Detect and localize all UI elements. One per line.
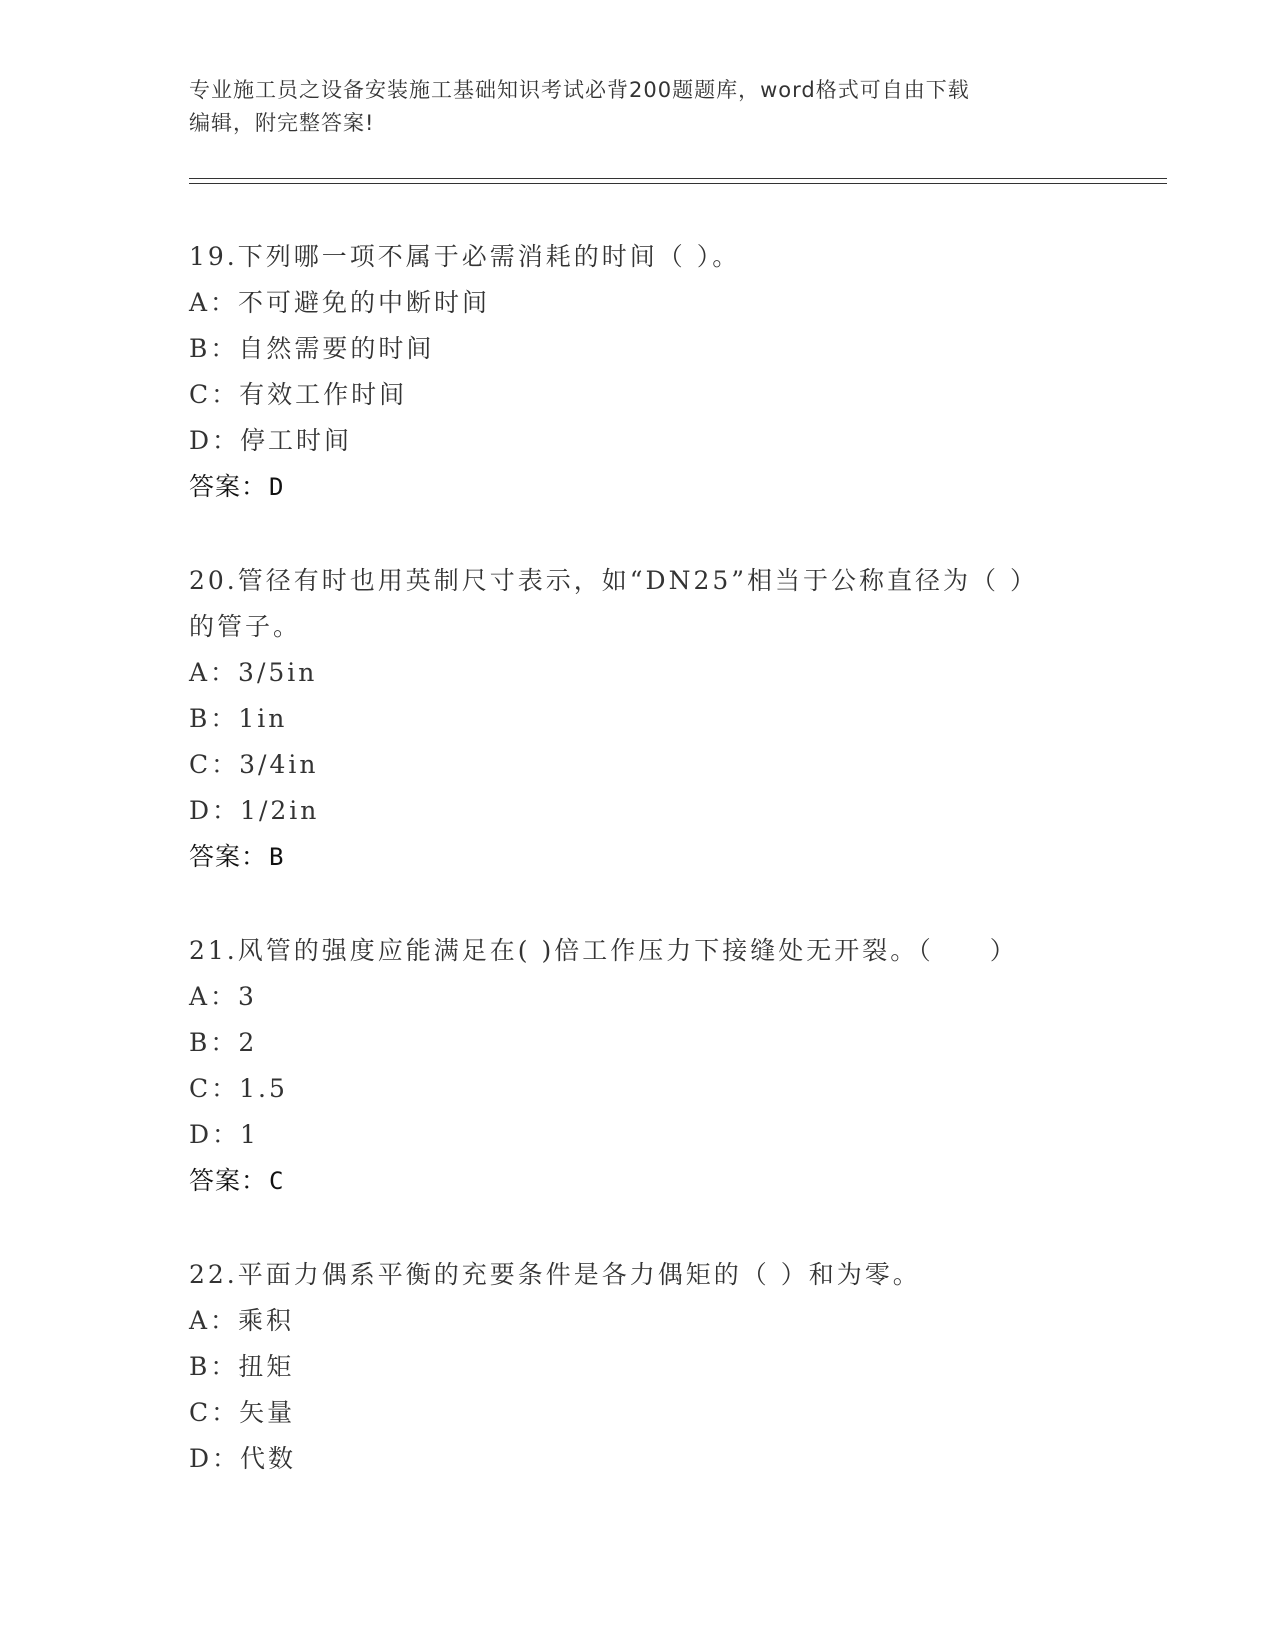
question-list [189, 234, 1089, 1530]
answer-option: A：乘积 [189, 1306, 295, 1335]
question-stem [189, 234, 1089, 280]
header-divider-bottom [189, 183, 1167, 184]
answer-option: D：1 [189, 1120, 259, 1149]
answer-key [189, 1158, 1089, 1204]
answer-option: B：自然需要的时间 [189, 334, 435, 363]
header-title-line-2: 编辑，附完整答案! [189, 111, 375, 135]
question-stem-line: 22.平面力偶系平衡的充要条件是各力偶矩的（ ）和为零。 [189, 1260, 921, 1289]
answer-key [189, 464, 1089, 510]
question-stem [189, 928, 1089, 974]
document-header [189, 74, 1069, 140]
header-divider-top [189, 178, 1167, 179]
header-title-line-1: 专业施工员之设备安装施工基础知识考试必背200题题库，word格式可自由下载 [189, 78, 970, 102]
answer-option: A：3 [189, 982, 257, 1011]
question-stem-line: 19.下列哪一项不属于必需消耗的时间（ ）。 [189, 242, 741, 271]
answer-option: C：1.5 [189, 1074, 288, 1103]
answer-option: B：2 [189, 1028, 258, 1057]
answer-option: D：代数 [189, 1444, 297, 1473]
question-stem [189, 558, 1089, 650]
answer-option: B：扭矩 [189, 1352, 295, 1381]
question-block [189, 234, 1089, 510]
answer-key-label: 答案： [189, 842, 268, 871]
question-block [189, 558, 1089, 880]
answer-option: C：矢量 [189, 1398, 296, 1427]
question-block [189, 1252, 1089, 1482]
question-block [189, 928, 1089, 1204]
question-stem-line: 21.风管的强度应能满足在( )倍工作压力下接缝处无开裂。（ ） [189, 936, 1018, 965]
answer-option: B：1in [189, 704, 288, 733]
answer-option: D：1/2in [189, 796, 320, 825]
answer-option: D：停工时间 [189, 426, 353, 455]
answer-option: C：有效工作时间 [189, 380, 408, 409]
answer-option: C：3/4in [189, 750, 319, 779]
answer-key [189, 834, 1089, 880]
answer-key-value: D [269, 473, 284, 501]
answer-option: A：不可避免的中断时间 [189, 288, 491, 317]
answer-option: A：3/5in [189, 658, 318, 687]
question-stem-line: 20.管径有时也用英制尺寸表示，如“DN25”相当于公称直径为（ ） [189, 566, 1038, 595]
answer-key-label: 答案： [189, 472, 268, 501]
question-stem-line: 的管子。 [189, 612, 302, 641]
answer-key-label: 答案： [189, 1166, 268, 1195]
question-stem [189, 1252, 1089, 1298]
answer-key-value: B [269, 843, 284, 871]
answer-key-value: C [269, 1167, 284, 1195]
